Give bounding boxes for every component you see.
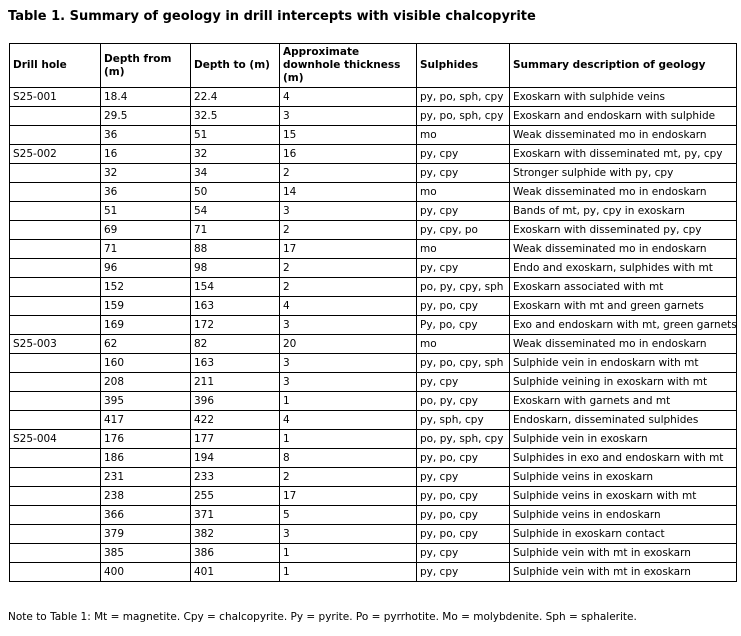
table-cell: 2 (280, 468, 417, 487)
table-cell: 186 (101, 449, 191, 468)
table-cell (10, 487, 101, 506)
table-row (10, 202, 737, 221)
table-cell: 386 (191, 544, 280, 563)
table-cell: 3 (280, 354, 417, 373)
table-row (10, 525, 737, 544)
table-cell: 51 (191, 126, 280, 145)
table-cell: 50 (191, 183, 280, 202)
table-cell (10, 278, 101, 297)
table-cell: 17 (280, 240, 417, 259)
col-header-depth-to: Depth to (m) (191, 44, 280, 88)
table-cell: 32 (101, 164, 191, 183)
col-header-drill-hole: Drill hole (10, 44, 101, 88)
table-cell: Endoskarn, disseminated sulphides (510, 411, 737, 430)
table-cell: 32.5 (191, 107, 280, 126)
table-row (10, 221, 737, 240)
table-cell: S25-002 (10, 145, 101, 164)
table-cell (10, 563, 101, 582)
table-note: Note to Table 1: Mt = magnetite. Cpy = chalcopyrite. Py = pyrite. Po = pyrrhotite. Mo = molybdenite. Sph = sphalerite. (8, 611, 637, 623)
table-cell: 16 (101, 145, 191, 164)
table-cell: 36 (101, 126, 191, 145)
table-cell (10, 221, 101, 240)
table-cell (10, 392, 101, 411)
table-cell (10, 544, 101, 563)
table-cell: Sulphide vein in endoskarn with mt (510, 354, 737, 373)
table-cell: py, po, cpy (417, 297, 510, 316)
table-cell: mo (417, 183, 510, 202)
table-cell: 255 (191, 487, 280, 506)
table-cell: Sulphide veins in exoskarn with mt (510, 487, 737, 506)
table-cell: S25-001 (10, 88, 101, 107)
table-cell: Sulphide vein in exoskarn (510, 430, 737, 449)
table-cell: py, cpy (417, 373, 510, 392)
table-cell: po, py, cpy (417, 392, 510, 411)
table-cell: py, po, cpy, sph (417, 354, 510, 373)
table-cell (10, 126, 101, 145)
table-row (10, 354, 737, 373)
table-cell: 71 (191, 221, 280, 240)
table-cell: 29.5 (101, 107, 191, 126)
table-cell (10, 297, 101, 316)
table-cell: 169 (101, 316, 191, 335)
table-cell: S25-003 (10, 335, 101, 354)
table-cell: Sulphide veins in exoskarn (510, 468, 737, 487)
table-cell (10, 354, 101, 373)
table-cell (10, 202, 101, 221)
table-cell (10, 107, 101, 126)
table-cell: 1 (280, 563, 417, 582)
table-cell: 211 (191, 373, 280, 392)
table-cell: py, po, cpy (417, 487, 510, 506)
table-cell: 3 (280, 525, 417, 544)
table-cell: 231 (101, 468, 191, 487)
table-cell: Exoskarn with disseminated mt, py, cpy (510, 145, 737, 164)
table-cell: 382 (191, 525, 280, 544)
table-cell: 160 (101, 354, 191, 373)
table-row (10, 297, 737, 316)
table-cell: Exoskarn and endoskarn with sulphide (510, 107, 737, 126)
table-cell: 2 (280, 164, 417, 183)
table-cell: po, py, cpy, sph (417, 278, 510, 297)
table-row (10, 449, 737, 468)
table-cell: Sulphide veins in endoskarn (510, 506, 737, 525)
table-cell: mo (417, 126, 510, 145)
table-cell: 238 (101, 487, 191, 506)
table-cell: Exoskarn with sulphide veins (510, 88, 737, 107)
table-cell: 82 (191, 335, 280, 354)
table-cell: 2 (280, 278, 417, 297)
table-cell: 14 (280, 183, 417, 202)
table-cell: 34 (191, 164, 280, 183)
table-cell: 154 (191, 278, 280, 297)
table-cell (10, 506, 101, 525)
table-cell: Weak disseminated mo in endoskarn (510, 240, 737, 259)
table-body (10, 88, 737, 582)
table-cell: 194 (191, 449, 280, 468)
table-cell: S25-004 (10, 430, 101, 449)
table-cell: 208 (101, 373, 191, 392)
table-cell: 5 (280, 506, 417, 525)
col-header-depth-from: Depth from (m) (101, 44, 191, 88)
table-cell: Sulphide vein with mt in exoskarn (510, 563, 737, 582)
table-row (10, 373, 737, 392)
table-row (10, 335, 737, 354)
table-cell: 176 (101, 430, 191, 449)
table-cell: py, cpy (417, 563, 510, 582)
table-cell (10, 316, 101, 335)
table-row (10, 392, 737, 411)
table-cell: 3 (280, 202, 417, 221)
table-cell: py, po, cpy (417, 525, 510, 544)
table-cell: py, cpy (417, 202, 510, 221)
table-cell: 379 (101, 525, 191, 544)
table-cell: py, po, cpy (417, 506, 510, 525)
table-cell: Endo and exoskarn, sulphides with mt (510, 259, 737, 278)
table-cell: 18.4 (101, 88, 191, 107)
table-cell (10, 240, 101, 259)
table-cell: 98 (191, 259, 280, 278)
table-cell: py, po, cpy (417, 449, 510, 468)
table-row (10, 411, 737, 430)
table-cell: 88 (191, 240, 280, 259)
table-cell: 71 (101, 240, 191, 259)
table-cell (10, 525, 101, 544)
table-row (10, 316, 737, 335)
table-cell: 366 (101, 506, 191, 525)
geology-table (9, 43, 737, 582)
table-cell: Sulphide vein with mt in exoskarn (510, 544, 737, 563)
table-cell: 3 (280, 373, 417, 392)
table-cell: 159 (101, 297, 191, 316)
table-cell: Exoskarn with disseminated py, cpy (510, 221, 737, 240)
table-cell: 177 (191, 430, 280, 449)
table-cell: Bands of mt, py, cpy in exoskarn (510, 202, 737, 221)
table-cell: Exo and endoskarn with mt, green garnets (510, 316, 737, 335)
table-cell: 422 (191, 411, 280, 430)
table-row (10, 183, 737, 202)
table-cell (10, 449, 101, 468)
table-cell: mo (417, 240, 510, 259)
table-cell: Sulphide in exoskarn contact (510, 525, 737, 544)
table-row (10, 468, 737, 487)
table-cell: 69 (101, 221, 191, 240)
table-cell: 15 (280, 126, 417, 145)
table-cell: 4 (280, 88, 417, 107)
table-cell: 4 (280, 297, 417, 316)
table-row (10, 278, 737, 297)
table-cell: 51 (101, 202, 191, 221)
table-cell: 1 (280, 544, 417, 563)
table-cell: 1 (280, 430, 417, 449)
table-cell: py, cpy (417, 544, 510, 563)
table-row (10, 107, 737, 126)
table-cell: Exoskarn with garnets and mt (510, 392, 737, 411)
table-row (10, 563, 737, 582)
table-cell: 2 (280, 221, 417, 240)
table-cell: mo (417, 335, 510, 354)
table-cell: py, cpy, po (417, 221, 510, 240)
table-cell: 32 (191, 145, 280, 164)
table-cell: 417 (101, 411, 191, 430)
table-cell: 371 (191, 506, 280, 525)
table-cell (10, 164, 101, 183)
table-cell: py, po, sph, cpy (417, 88, 510, 107)
table-cell: 172 (191, 316, 280, 335)
table-cell: 36 (101, 183, 191, 202)
table-cell: Weak disseminated mo in endoskarn (510, 183, 737, 202)
table-row (10, 126, 737, 145)
table-cell: 54 (191, 202, 280, 221)
table-row (10, 164, 737, 183)
table-row (10, 487, 737, 506)
table-cell: 62 (101, 335, 191, 354)
table-cell: 163 (191, 354, 280, 373)
table-cell: Sulphides in exo and endoskarn with mt (510, 449, 737, 468)
table-cell: 395 (101, 392, 191, 411)
table-cell: 233 (191, 468, 280, 487)
table-row (10, 430, 737, 449)
table-cell: 385 (101, 544, 191, 563)
table-cell: po, py, sph, cpy (417, 430, 510, 449)
table-cell: 17 (280, 487, 417, 506)
table-cell (10, 411, 101, 430)
table-cell: Stronger sulphide with py, cpy (510, 164, 737, 183)
table-cell: Py, po, cpy (417, 316, 510, 335)
table-cell: py, po, sph, cpy (417, 107, 510, 126)
table-cell: 152 (101, 278, 191, 297)
table-cell: 3 (280, 107, 417, 126)
table-cell: 400 (101, 563, 191, 582)
col-header-thickness: Approximate downhole thickness (m) (280, 44, 417, 88)
table-row (10, 240, 737, 259)
table-cell: Weak disseminated mo in endoskarn (510, 126, 737, 145)
table-cell: Weak disseminated mo in endoskarn (510, 335, 737, 354)
table-cell: py, cpy (417, 145, 510, 164)
table-row (10, 506, 737, 525)
table-cell (10, 468, 101, 487)
table-cell: py, cpy (417, 164, 510, 183)
table-title: Table 1. Summary of geology in drill intercepts with visible chalcopyrite (8, 9, 536, 24)
header-row (10, 44, 737, 88)
table-cell (10, 183, 101, 202)
table-cell: 163 (191, 297, 280, 316)
table-cell: 20 (280, 335, 417, 354)
table-cell (10, 373, 101, 392)
table-cell: 4 (280, 411, 417, 430)
table-cell: Exoskarn with mt and green garnets (510, 297, 737, 316)
table-cell: 22.4 (191, 88, 280, 107)
table-cell: 8 (280, 449, 417, 468)
table-cell: 401 (191, 563, 280, 582)
table-cell: 3 (280, 316, 417, 335)
col-header-description: Summary description of geology (510, 44, 737, 88)
table-header (10, 44, 737, 88)
table-cell: py, cpy (417, 468, 510, 487)
table-cell: py, sph, cpy (417, 411, 510, 430)
table-cell: 1 (280, 392, 417, 411)
table-row (10, 145, 737, 164)
table-row (10, 259, 737, 278)
col-header-sulphides: Sulphides (417, 44, 510, 88)
table-cell: 16 (280, 145, 417, 164)
table-cell (10, 259, 101, 278)
table-cell: 2 (280, 259, 417, 278)
table-cell: py, cpy (417, 259, 510, 278)
table-cell: Sulphide veining in exoskarn with mt (510, 373, 737, 392)
table-cell: Exoskarn associated with mt (510, 278, 737, 297)
table-row (10, 544, 737, 563)
table-row (10, 88, 737, 107)
table-cell: 396 (191, 392, 280, 411)
table-cell: 96 (101, 259, 191, 278)
